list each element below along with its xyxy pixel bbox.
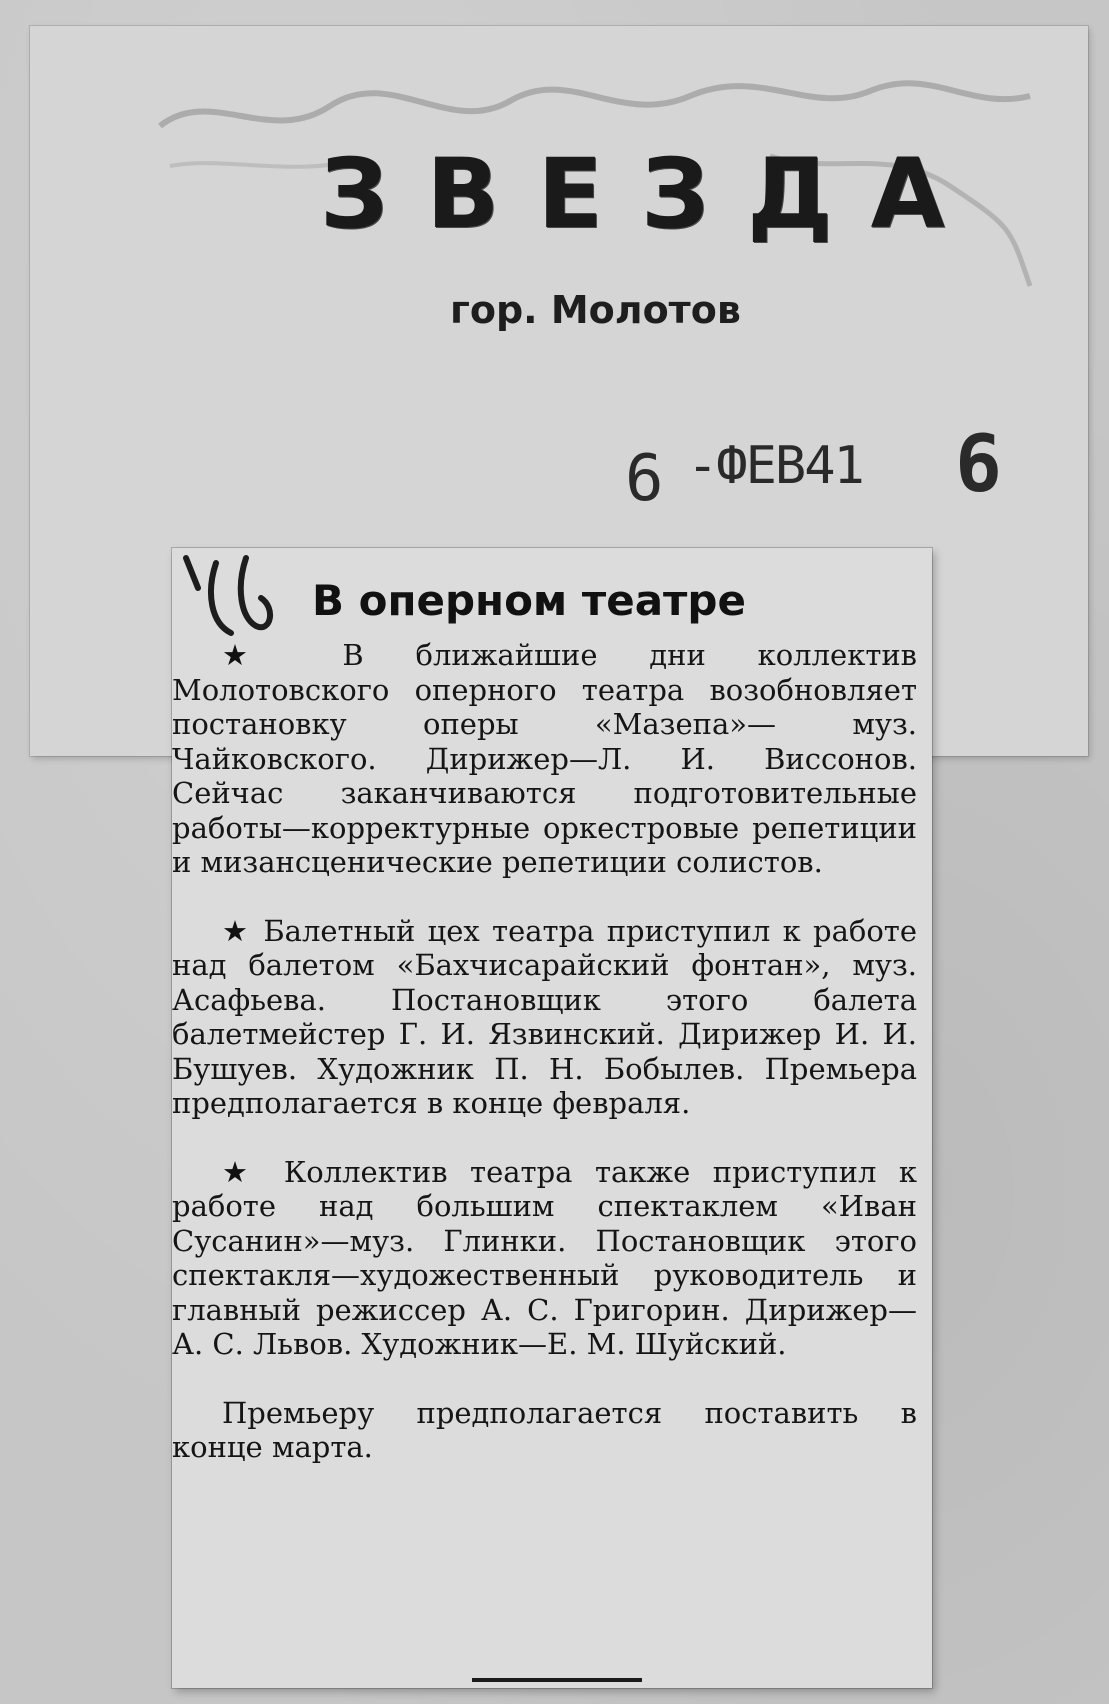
- article-paragraph: [172, 914, 917, 1121]
- article-body: [172, 638, 917, 1465]
- paragraph-text: Премьеру предполагается поставить в конце марта.: [172, 1395, 917, 1464]
- star-icon: ★: [222, 638, 291, 672]
- article-paragraph: [172, 1396, 917, 1465]
- article-paragraph: [172, 638, 917, 880]
- stamp-day: 6: [625, 442, 664, 516]
- newspaper-clipping: [172, 548, 932, 1688]
- stamp-number: 6: [955, 420, 1002, 510]
- stamp-month-year: -ФЕВ41: [687, 436, 863, 496]
- closing-rule: [472, 1678, 642, 1682]
- date-stamp: [625, 420, 1025, 516]
- star-icon: ★: [222, 1154, 262, 1189]
- newspaper-city: гор. Молотов: [450, 288, 741, 332]
- star-icon: ★: [222, 913, 252, 948]
- article-title: В оперном театре: [312, 576, 746, 625]
- paragraph-text: Коллектив театра также приступил к работе над большим спектаклем «Иван Сусанин»—муз. Глинки. Постановщик этого спектакля—художественный руководитель и главный режиссер А. С. Григорин. Дирижер— А. С. Львов. Художник—Е. М. Шуйский.: [172, 1154, 918, 1361]
- handwritten-ink-mark: [176, 548, 326, 658]
- paragraph-text: Балетный цех театра приступил к работе над балетом «Бахчисарайский фонтан», муз. Асафьева. Постановщик этого балета балетмейстер Г. И. Язвинский. Дирижер И. И. Бушуев. Художник П. Н. Бобылев. Премьера предполагается в конце февраля.: [172, 913, 918, 1120]
- paragraph-text: В ближайшие дни коллектив Молотовского оперного театра возобновляет постановку оперы «Мазепа»— муз. Чайковского. Дирижер—Л. И. Виссонов. Сейчас заканчиваются подготовительные работы—корректурные оркестровые репетиции и мизансценические репетиции солистов.: [172, 638, 918, 879]
- newspaper-masthead: ЗВЕЗДА: [320, 138, 983, 250]
- article-paragraph: [172, 1155, 917, 1362]
